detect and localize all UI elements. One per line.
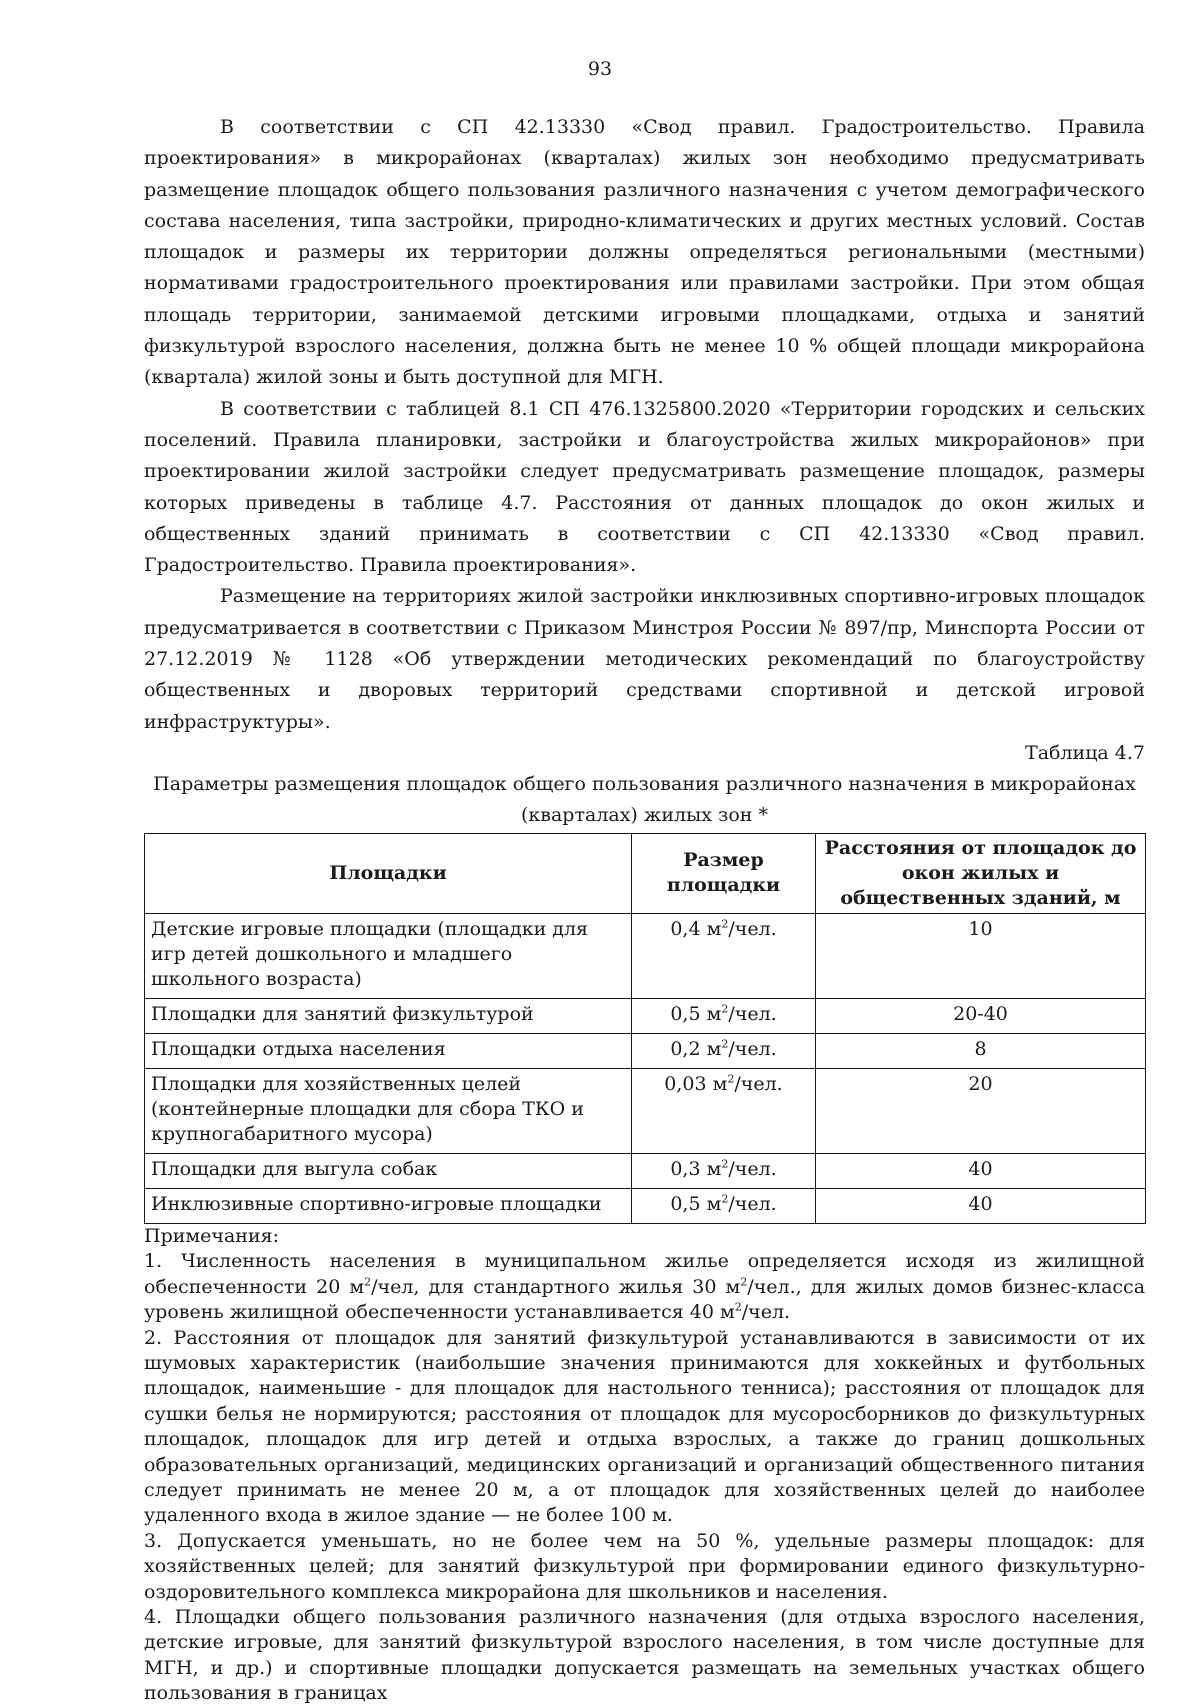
- cell-distance: 20: [816, 1068, 1146, 1153]
- table-number: Таблица 4.7: [1025, 741, 1145, 764]
- table-row: [145, 1033, 1146, 1068]
- table-row: [145, 913, 1146, 998]
- header-distance: Расстояния от площадок до окон жилых и общественных зданий, м: [816, 833, 1146, 913]
- cell-distance: 40: [816, 1188, 1146, 1223]
- table-caption-line-1: Параметры размещения площадок общего пользования различного назначения в микрорайонах: [153, 772, 1136, 795]
- cell-size: 0,5 $м^2$/чел.: [632, 998, 816, 1033]
- table-header-row: [145, 833, 1146, 913]
- page-content: [144, 112, 1145, 1707]
- page-number: 93: [587, 58, 613, 80]
- paragraph-3: Размещение на территориях жилой застройки инклюзивных спортивно-игровых площадок предусматривается в соответствии с Приказом Минстроя России № 897/пр, Минспорта России от 27.12.2019 № 1128 «Об утверждении методических рекомендаций по благоустройству общественных и дворовых территорий средствами спортивной и детской игровой инфраструктуры».: [144, 585, 1145, 733]
- notes-section: [144, 1224, 1145, 1707]
- table-row: [145, 1153, 1146, 1188]
- paragraph-2: В соответствии с таблицей 8.1 СП 476.1325800.2020 «Территории городских и сельских поселений. Правила планировки, застройки и благоустройства жилых микрорайонов» при проектировании жилой застройки следует предусматривать размещение площадок, размеры которых приведены в таблице 4.7. Расстояния от данных площадок до окон жилых и общественных зданий принимать в соответствии с СП 42.13330 «Свод правил. Градостроительство. Правила проектирования».: [144, 397, 1145, 577]
- norms-table: [144, 833, 1146, 1224]
- table-row: [145, 1188, 1146, 1223]
- header-size: Размер площадки: [632, 833, 816, 913]
- cell-ground-type: Площадки отдыха населения: [145, 1033, 632, 1068]
- cell-size: 0,4 $м^2$/чел.: [632, 913, 816, 998]
- note-1: 1. Численность населения в муниципальном жилье определяется исходя из жилищной обеспеченности 20 $м^2$/чел, для стандартного жилья 30 $м^2$/чел., для жилых домов бизнес-класса уровень жилищной обеспеченности устанавливается 40 $м^2$/чел.: [144, 1250, 1146, 1324]
- cell-ground-type: Инклюзивные спортивно-игровые площадки: [145, 1188, 632, 1223]
- cell-ground-type: Площадки для хозяйственных целей (контейнерные площадки для сбора ТКО и крупногабаритного мусора): [145, 1068, 632, 1153]
- note-3: 3. Допускается уменьшать, но не более чем на 50 %, удельные размеры площадок: для хозяйственных целей; для занятий физкультурой при формировании единого физкультурно-оздоровительного комплекса микрорайона для школьников и населения.: [144, 1529, 1145, 1603]
- cell-distance: 20-40: [816, 998, 1146, 1033]
- paragraph-1: В соответствии с СП 42.13330 «Свод правил. Градостроительство. Правила проектирования» в микрорайонах (кварталах) жилых зон необходимо предусматривать размещение площадок общего пользования различного назначения с учетом демографического состава населения, типа застройки, природно-климатических и других местных условий. Состав площадок и размеры их территории должны определяться региональными (местными) нормативами градостроительного проектирования или правилами застройки. При этом общая площадь территории, занимаемой детскими игровыми площадками, отдыха и занятий физкультурой взрослого населения, должна быть не менее 10 % общей площади микрорайона (квартала) жилой зоны и быть доступной для МГН.: [144, 116, 1145, 389]
- table-row: [145, 998, 1146, 1033]
- table-caption: [144, 769, 1145, 831]
- cell-ground-type: Площадки для выгула собак: [145, 1153, 632, 1188]
- note-4: 4. Площадки общего пользования различного назначения (для отдыха взрослого населения, детские игровые, для занятий физкультурой взрослого населения, в том числе доступные для МГН, и др.) и спортивные площадки допускается размещать на земельных участках общего пользования в границах: [144, 1606, 1145, 1705]
- cell-size: 0,3 $м^2$/чел.: [632, 1153, 816, 1188]
- notes-title: Примечания:: [144, 1224, 280, 1247]
- cell-size: 0,2 $м^2$/чел.: [632, 1033, 816, 1068]
- cell-size: 0,5 $м^2$/чел.: [632, 1188, 816, 1223]
- cell-distance: 40: [816, 1153, 1146, 1188]
- cell-size: 0,03 $м^2$/чел.: [632, 1068, 816, 1153]
- cell-distance: 10: [816, 913, 1146, 998]
- cell-ground-type: Площадки для занятий физкультурой: [145, 998, 632, 1033]
- table-row: [145, 1068, 1146, 1153]
- header-grounds: Площадки: [145, 833, 632, 913]
- cell-distance: 8: [816, 1033, 1146, 1068]
- cell-ground-type: Детские игровые площадки (площадки для игр детей дошкольного и младшего школьного возраста): [145, 913, 632, 998]
- note-2: 2. Расстояния от площадок для занятий физкультурой устанавливаются в зависимости от их шумовых характеристик (наибольшие значения принимаются для хоккейных и футбольных площадок, наименьшие - для площадок для настольного тенниса); расстояния от площадок для сушки белья не нормируются; расстояния от площадок для мусоросборников до физкультурных площадок, площадок для игр детей и отдыха взрослых, а также до границ дошкольных образовательных организаций, медицинских организаций и организаций общественного питания следует принимать не менее 20 м, а от площадок для хозяйственных целей до наиболее удаленного входа в жилое здание — не более 100 м.: [144, 1326, 1145, 1527]
- table-caption-line-2: (кварталах) жилых зон *: [521, 803, 768, 826]
